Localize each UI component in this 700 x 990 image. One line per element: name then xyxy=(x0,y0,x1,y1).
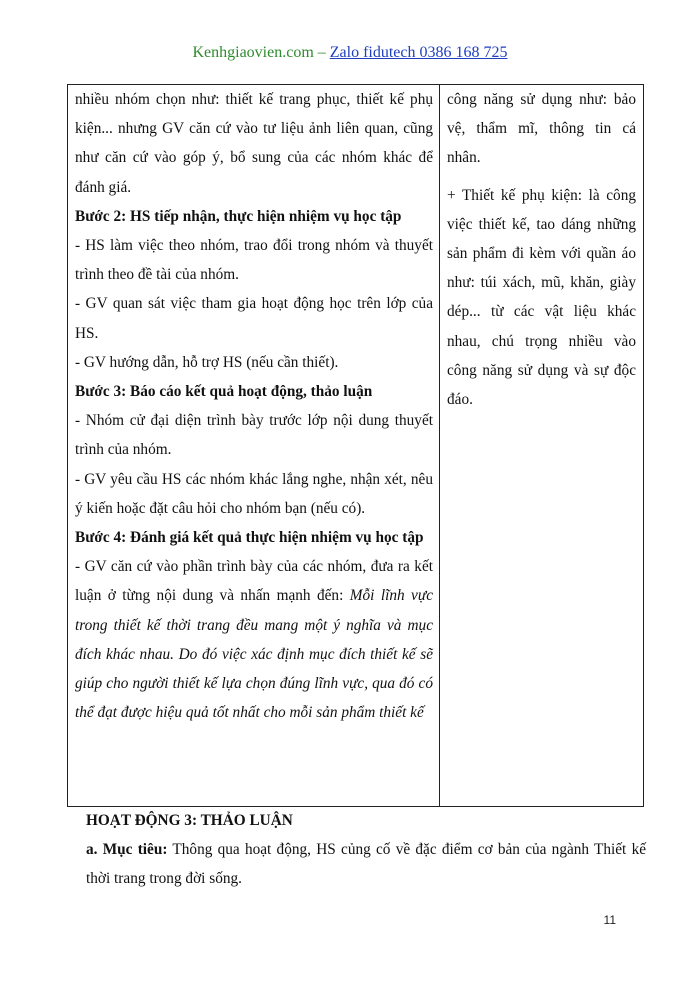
lesson-table xyxy=(67,84,644,807)
step4-title: Bước 4: Đánh giá kết quả thực hiện nhiệm vụ học tập xyxy=(75,529,424,547)
step4-conclusion xyxy=(75,552,433,727)
step2-item: - HS làm việc theo nhóm, trao đổi trong nhóm và thuyết trình theo đề tài của nhóm. xyxy=(75,237,433,284)
activity-objective xyxy=(86,835,646,893)
step3-item: - GV yêu cầu HS các nhóm khác lắng nghe, nhận xét, nêu ý kiến hoặc đặt câu hỏi cho nhóm bạn (nếu có). xyxy=(75,470,433,517)
page-header xyxy=(0,44,700,62)
step4-text: - GV căn cứ vào phần trình bày của các nhóm, đưa ra kết luận ở từng nội dung và nhấn mạnh đến: xyxy=(75,558,433,605)
step4-italic-conclusion: Mỗi lĩnh vực trong thiết kế thời trang đều mang một ý nghĩa và mục đích khác nhau. Do đó việc xác định mục đích thiết kế sẽ giúp cho người thiết kế lựa chọn đúng lĩnh vực, qua đó có thể đạt được hiệu quả tốt nhất cho mỗi sản phẩm thiết kế xyxy=(75,587,433,722)
teacher-student-activity-cell xyxy=(68,85,440,807)
intro-text: nhiều nhóm chọn như: thiết kế trang phục, thiết kế phụ kiện... nhưng GV căn cứ vào tư liệu ảnh liên quan, cũng như căn cứ vào góp ý, bổ sung của các nhóm khác để đánh giá. xyxy=(75,91,433,196)
page-number: 11 xyxy=(603,913,616,927)
step2-item: - GV quan sát việc tham gia hoạt động học trên lớp của HS. xyxy=(75,295,433,342)
right-para-1: công năng sử dụng như: bảo vệ, thẩm mĩ, thông tin cá nhân. xyxy=(447,91,636,167)
step3-item: - Nhóm cử đại diện trình bày trước lớp nội dung thuyết trình của nhóm. xyxy=(75,412,433,459)
expected-product-cell xyxy=(440,85,644,807)
objective-text: Thông qua hoạt động, HS củng cố về đặc điểm cơ bản của ngành Thiết kế thời trang trong đời sống. xyxy=(86,841,647,888)
zalo-link[interactable]: Zalo fidutech 0386 168 725 xyxy=(329,44,508,61)
activity-section xyxy=(86,806,646,894)
objective-label: a. Mục tiêu: xyxy=(86,841,168,859)
activity-title: HOẠT ĐỘNG 3: THẢO LUẬN xyxy=(86,812,293,829)
right-para-2: + Thiết kế phụ kiện: là công việc thiết kế, tao dáng những sản phẩm đi kèm với quần áo như: túi xách, mũ, khăn, giày dép... từ các vật liệu khác nhau, chú trọng nhiều vào công năng sử dụng và sự độc đáo. xyxy=(447,186,636,409)
header-separator: – xyxy=(313,44,330,61)
site-name: Kenhgiaovien.com xyxy=(192,44,314,61)
step2-title: Bước 2: HS tiếp nhận, thực hiện nhiệm vụ học tập xyxy=(75,207,402,225)
step2-item: - GV hướng dẫn, hỗ trợ HS (nếu cần thiết). xyxy=(75,353,339,371)
step3-title: Bước 3: Báo cáo kết quả hoạt động, thảo luận xyxy=(75,383,373,401)
